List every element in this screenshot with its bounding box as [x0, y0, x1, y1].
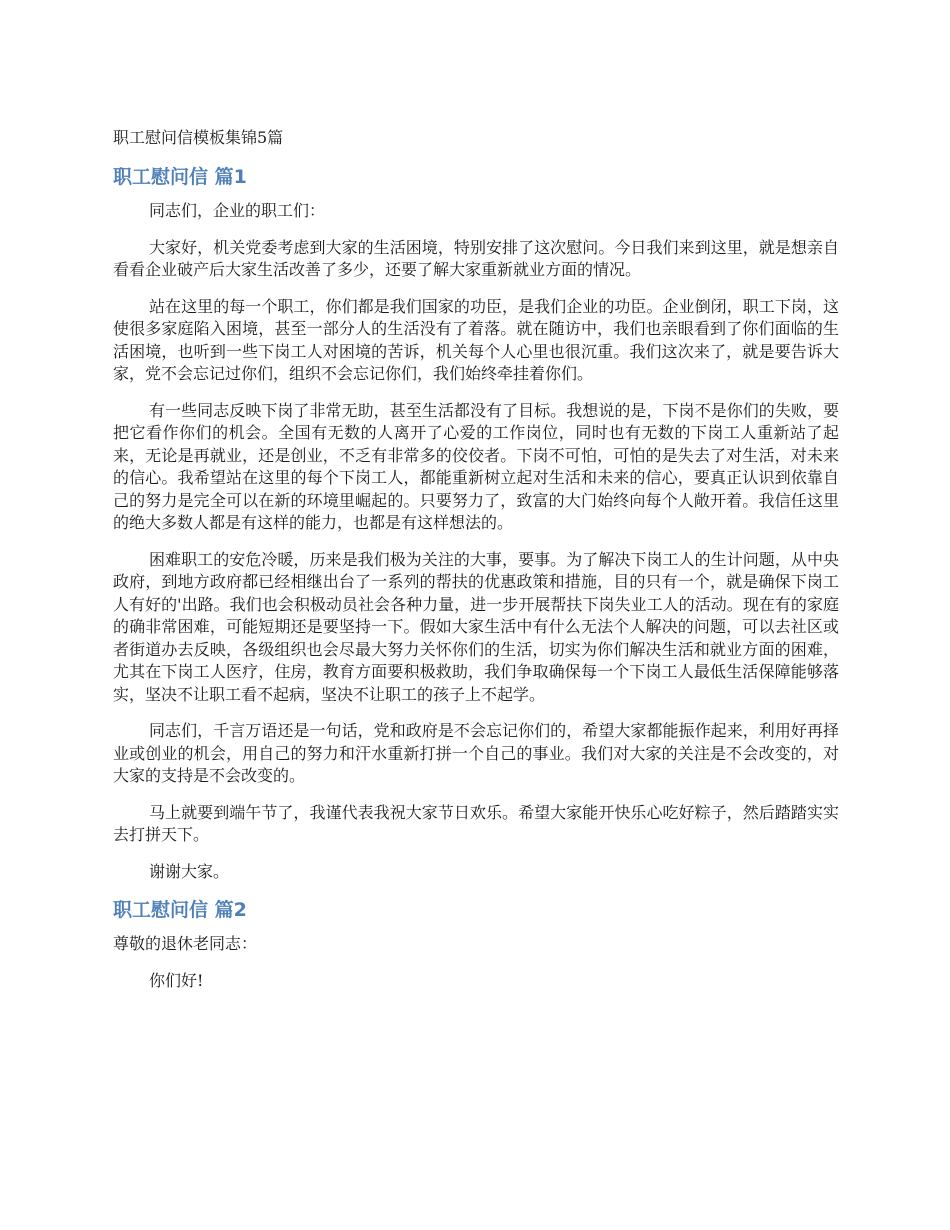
- paragraph: 困难职工的安危冷暖，历来是我们极为关注的大事，要事。为了解决下岗工人的生计问题，从中央政府，到地方政府都已经相继出台了一系列的帮扶的优惠政策和措施，目的只有一个，就是确保下岗工人有好的'出路。我们也会积极动员社会各种力量，进一步开展帮扶下岗失业工人的活动。现在有的家庭的确非常困难，可能短期还是要坚持一下。假如大家生活中有什么无法个人解决的问题，可以去社区或者街道办去反映，各级组织也会尽最大努力关怀你们的生活，切实为你们解决生活和就业方面的困难，尤其在下岗工人医疗，住房，教育方面要积极救助，我们争取确保每一个下岗工人最低生活保障能够落实，坚决不让职工看不起病，坚决不让职工的孩子上不起学。: [113, 549, 839, 704]
- document-page: [113, 118, 839, 1006]
- paragraph: 马上就要到端午节了，我谨代表我祝大家节日欢乐。希望大家能开快乐心吃好粽子，然后踏踏实实去打拼天下。: [113, 802, 839, 844]
- paragraph: 你们好!: [149, 970, 204, 990]
- paragraph: 大家好，机关党委考虑到大家的生活困境，特别安排了这次慰问。今日我们来到这里，就是想亲自看看企业破产后大家生活改善了多少，还要了解大家重新就业方面的情况。: [113, 237, 839, 279]
- paragraph: 谢谢大家。: [149, 861, 230, 881]
- paragraph: 同志们，企业的职工们：: [149, 201, 326, 220]
- salutation: 尊敬的退休老同志：: [113, 934, 258, 953]
- paragraph: 有一些同志反映下岗了非常无助，甚至生活都没有了目标。我想说的是，下岗不是你们的失败，要把它看作你们的机会。全国有无数的人离开了心爱的工作岗位，同时也有无数的下岗工人重新站了起来，无论是再就业，还是创业，不乏有非常多的佼佼者。下岗不可怕，可怕的是失去了对生活，对未来的信心。我希望站在这里的每个下岗工人，都能重新树立起对生活和未来的信心，要真正认识到依靠自己的努力是完全可以在新的环境里崛起的。只要努力了，致富的大门始终向每个人敞开着。我信任这里的绝大多数人都是有这样的能力，也都是有这样想法的。: [113, 400, 839, 532]
- document-title: 职工慰问信模板集锦5篇: [113, 128, 284, 147]
- section-heading-1: 职工慰问信 篇1: [113, 166, 247, 188]
- section-heading-2: 职工慰问信 篇2: [113, 899, 247, 921]
- paragraph: 同志们，千言万语还是一句话，党和政府是不会忘记你们的，希望大家都能振作起来，利用好再择业或创业的机会，用自己的努力和汗水重新打拼一个自己的事业。我们对大家的关注是不会改变的，对大家的支持是不会改变的。: [113, 721, 839, 785]
- paragraph: 站在这里的每一个职工，你们都是我们国家的功臣，是我们企业的功臣。企业倒闭，职工下岗，这使很多家庭陷入困境，甚至一部分人的生活没有了着落。就在随访中，我们也亲眼看到了你们面临的生活困境，也听到一些下岗工人对困境的苦诉，机关每个人心里也很沉重。我们这次来了，就是要告诉大家，党不会忘记过你们，组织不会忘记你们，我们始终牵挂着你们。: [113, 296, 839, 383]
